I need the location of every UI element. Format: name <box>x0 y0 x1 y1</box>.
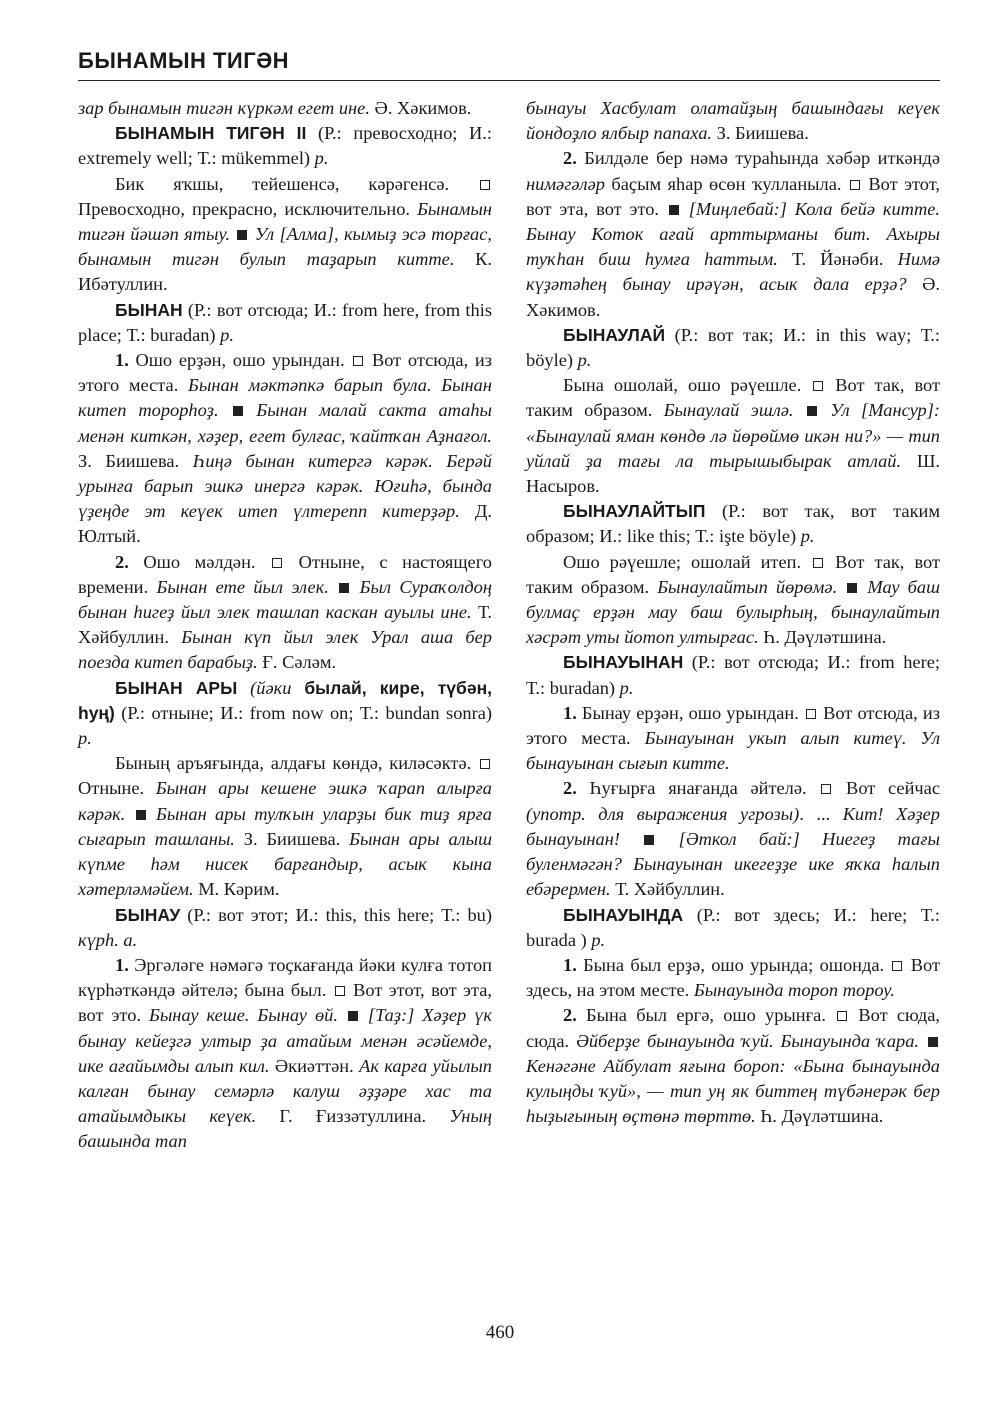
sense-number: 1. <box>115 954 129 975</box>
source-text: З. Биишева. <box>78 450 193 471</box>
source-text: З. Биишева. <box>712 123 809 144</box>
source-text: Һ. Дәүләтшина. <box>755 1106 884 1127</box>
source-text: Т. Йәнәби. <box>777 249 898 270</box>
russian-translation: Вот отсюда, из этого места. <box>78 350 492 396</box>
entry-head <box>78 298 492 348</box>
grammar-note: (Р.: вот этот; И.: this, this here; Т.: bu) <box>180 904 492 925</box>
right-column <box>526 96 940 1129</box>
source-text: Г. Ғиззәтуллина. <box>256 1106 450 1127</box>
filled-square-icon <box>136 810 146 820</box>
example-text: Уның башында тап <box>78 1106 492 1152</box>
filled-square-icon <box>348 1011 358 1021</box>
pos-label: р. <box>314 148 329 169</box>
grammar-note: (Р.: вот отсюда; И.: from here, from this place; Т.: buradan) <box>78 299 492 345</box>
entry-paragraph <box>526 550 940 651</box>
sense-number: 2. <box>115 551 129 572</box>
headword: БЫНАУЛАЙ <box>563 324 666 345</box>
sense-number: 1. <box>115 350 129 371</box>
pos-label: р. <box>619 677 634 698</box>
source-text: Т. Хәйбуллин. <box>78 602 492 648</box>
entry-head <box>526 499 940 549</box>
pos-label: р. <box>220 324 234 345</box>
definition-text: Ошо мәлдән. <box>128 551 271 572</box>
entry-paragraph <box>526 1003 940 1129</box>
sense-number: 2. <box>563 1005 577 1026</box>
headword: БЫНАУЛАЙТЫП <box>563 501 706 522</box>
pos-label: р. <box>591 929 606 950</box>
example-text: Бынан ете йыл элек. <box>156 576 329 597</box>
entry-paragraph <box>526 146 940 322</box>
headword: БЫНАН <box>115 299 183 320</box>
example-text: Бынан малай сакта атаһы менән киткән, хәҙер, егет булғас, ҡайтҡан Аҙнағол. <box>78 400 492 446</box>
entry-head <box>526 650 940 700</box>
open-square-icon <box>272 558 282 568</box>
definition-text: Билдәле бер нәмә тураһында хәбәр иткәндә <box>576 148 940 169</box>
headword: БЫНАУЫНАН <box>563 652 684 673</box>
open-square-icon <box>813 381 823 391</box>
entry-paragraph <box>78 348 492 550</box>
headword: БЫНАМЫН ТИГӘН II <box>115 123 307 144</box>
entry-head <box>526 903 940 953</box>
source-text: Т. Хәйбуллин. <box>610 879 725 900</box>
pos-label: р. <box>78 728 92 749</box>
entry-paragraph <box>78 550 492 676</box>
entry-paragraph <box>526 953 940 1003</box>
filled-square-icon <box>233 406 243 416</box>
pos-label: р. <box>577 350 592 371</box>
example-text: Бынан күп йыл элек Урал аша бер поезда китеп барабыҙ. <box>78 627 492 673</box>
entry-paragraph <box>526 701 940 777</box>
definition-text: Бының аръяғында, алдағы көндә, киләсәктә. <box>115 753 478 774</box>
russian-translation: Вот отсюда, из этого места. <box>526 702 940 749</box>
source-text: М. Кәрим. <box>193 879 280 900</box>
russian-translation: Вот этот, вот эта, вот это. <box>78 980 492 1026</box>
entry-paragraph <box>526 373 940 499</box>
definition-text: Ошо ерҙән, ошо урындан. <box>128 350 352 371</box>
russian-translation: Вот сюда, сюда. <box>526 1005 940 1051</box>
page-number: 460 <box>485 1322 515 1343</box>
russian-translation: Вот так, вот таким образом. <box>526 551 940 597</box>
entry-paragraph <box>78 96 492 121</box>
italic-term: нимәгәләр <box>526 173 605 194</box>
open-square-icon <box>837 1011 847 1021</box>
filled-square-icon <box>644 835 654 845</box>
source-text: Д. Юлтый. <box>78 501 493 547</box>
open-square-icon <box>480 180 490 190</box>
open-square-icon <box>335 986 345 996</box>
synonyms: былай, кире, түбән, һуң <box>78 677 493 723</box>
source-text: Ә. Хәкимов. <box>526 274 940 320</box>
running-header <box>78 48 940 81</box>
entry-paragraph <box>78 172 492 298</box>
usage-note: (йәки <box>237 677 305 698</box>
example-text: Бынамын тигән йәшәп ятыу. <box>78 198 492 245</box>
example-text: [Миңлебай:] Кола бейә китте. Бынау Коток ағай арттырманы бит. Ахыры туҡһан биш һумға һаттым. <box>526 198 940 270</box>
example-text: Бынауында тороп тороу. <box>693 980 895 1001</box>
example-text: Кенәгәне Айбулат яғына бороп: «Бына бынауында кулыңды ҡуй», — тип уң як биттең түбәнерәк бер һыҙығының өҫтөнә төрттө. <box>526 1055 940 1127</box>
filled-square-icon <box>237 230 247 240</box>
russian-translation: Отныне. <box>78 778 156 799</box>
source-text: З. Биишева. <box>234 828 350 849</box>
entry-paragraph <box>526 776 940 902</box>
source-text: Ш. Насыров. <box>526 450 940 497</box>
russian-translation: Вот здесь, на этом месте. <box>526 954 940 1001</box>
sense-number: 1. <box>563 702 577 723</box>
entry-head <box>78 903 492 953</box>
source-text: Әкиәттән. <box>269 1055 360 1076</box>
usage-note-close: ) <box>109 702 115 723</box>
open-square-icon <box>353 356 363 366</box>
left-column <box>78 96 492 1155</box>
example-text: Ак карға уйылып калған бынау семәрлә калуш әҙҙәре хас та атайымдыкы кеүек. <box>78 1055 492 1127</box>
sense-number: 2. <box>563 148 577 169</box>
source-text: К. Ибәтуллин. <box>78 249 492 295</box>
example-text: [Таҙ:] Хәҙер үк бынау кейеҙгә ултыр ҙа атайым менән әсәйемде, ике ағайымды алып кил. <box>78 1005 492 1076</box>
entry-head <box>78 121 492 171</box>
grammar-note: (Р.: вот здесь; И.: here; Т.: burada ) <box>526 904 940 950</box>
example-text: Бынан ары кешене эшкә ҡарап алырға кәрәк. <box>78 778 492 824</box>
open-square-icon <box>480 759 490 769</box>
example-text: Әйберҙе бынауында ҡуй. Бынауында ҡара. <box>576 1030 920 1051</box>
filled-square-icon <box>807 406 817 416</box>
open-square-icon <box>850 180 860 190</box>
example-text: Мау баш булмаҫ ерҙән мау баш булырһың, бынаулайтып хәсрәт уты йотоп ултырғас. <box>526 576 940 648</box>
grammar-note: (Р.: превосходно; И.: extremely well; Т.: mükemmel) <box>78 123 492 169</box>
definition-text: Ошо рәүешле; ошолай итеп. <box>563 551 812 572</box>
sense-number: 1. <box>563 954 577 975</box>
headword: БЫНАН АРЫ <box>115 677 238 698</box>
pos-label: р. <box>800 526 815 547</box>
example-text: [Әткол бай:] Ниегеҙ тағы буленмәгән? Бынауынан икегеҙҙе ике яҡка һалып ебәрермен. <box>526 828 940 900</box>
ellipsis: . ... <box>799 803 843 824</box>
example-text: Бынан мәктәпкә барып була. Бынан китеп торорһоҙ. <box>78 375 492 421</box>
entry-paragraph <box>78 953 492 1155</box>
example-text: Был Сураҡолдоң бынан һигеҙ йыл элек ташлап каскан ауылы ине. <box>78 576 492 623</box>
entry-paragraph <box>78 751 492 902</box>
russian-translation: Вот так, вот таким образом. <box>526 375 940 421</box>
header-title: БЫНАМЫН ТИГӘН <box>78 48 290 73</box>
example-text: Бынау кеше. Бынау өй. <box>148 1005 338 1026</box>
sense-number: 2. <box>563 778 577 799</box>
headword: БЫНАУ <box>115 904 181 925</box>
definition-text: баҫым яһар өсөн ҡулланыла. <box>604 173 848 194</box>
source-text: Һ. Дәүләтшина. <box>758 627 887 648</box>
russian-translation: Вот этот, вот эта, вот это. <box>526 173 940 219</box>
grammar-note: (Р.: вот отсюда; И.: from here; Т.: buradan) <box>526 652 940 698</box>
pos-label: күрһ. а. <box>78 929 138 950</box>
example-text: Кит! Хәҙер бынауынан! <box>526 803 940 849</box>
example-text: Бынан ары тулҡын уларҙы бик тиҙ ярға сығарып ташланы. <box>78 803 492 849</box>
filled-square-icon <box>669 205 679 215</box>
definition-text: Бына был ерҙә, ошо урында; ошонда. <box>576 954 891 975</box>
example-text: бынауы Хасбулат олатайҙың башындағы кеүек йондоҙло ялбыр папаха. <box>526 98 940 144</box>
example-text: Ул [Мансур]: «Бынаулай яман көндө лә йөрөймө икән ни?» — тип уйлай ҙа тағы ла тырышыбырак атлай. <box>526 400 940 471</box>
headword: БЫНАУЫНДА <box>563 904 684 925</box>
example-text: Нимә күҙәтәһең бынау ирәүән, асык дала ерҙә? <box>526 249 940 295</box>
example-text: Бынан ары алыш күпме һәм нисек барғандыр, асык кына хәтерләмәйем. <box>78 828 492 900</box>
open-square-icon <box>821 784 831 794</box>
entry-paragraph <box>526 96 940 146</box>
filled-square-icon <box>847 583 857 593</box>
definition-text: Бына ошолай, ошо рәүешле. <box>563 375 812 396</box>
grammar-note: (Р.: вот так, вот таким образом; И.: like this; Т.: işte böyle) <box>526 501 940 547</box>
grammar-note: (Р.: вот так; И.: in this way; Т.: böyle) <box>526 324 940 371</box>
open-square-icon <box>892 961 902 971</box>
definition-text: Бик яҡшы, тейешенсә, кәрәгенсә. <box>115 173 478 194</box>
example-text: Һиңә бынан китергә кәрәк. Берәй урынға барып эшкә инергә кәрәк. Юғиһә, бында үҙеңде эт кеүек итеп үлтерепп китерҙәр. <box>78 450 492 522</box>
definition-text: Һуғырға янағанда әйтелә. <box>576 778 820 799</box>
example-text: Бынаулайтып йөрөмә. <box>657 576 838 597</box>
filled-square-icon <box>339 583 349 593</box>
example-text: зар бынамын тигән күркәм егет ине. <box>78 98 370 118</box>
source-text: Ә. Хәкимов. <box>369 98 472 118</box>
open-square-icon <box>806 709 816 719</box>
usage-note: (употр. для выражения угрозы) <box>526 803 800 824</box>
filled-square-icon <box>928 1037 938 1047</box>
russian-translation: Превосходно, прекрасно, исключительно. <box>78 198 418 219</box>
source-text: Ғ. Сәләм. <box>257 652 337 673</box>
definition-text: Эргәләге нәмәгә тоҫкағанда йәки кулға тотоп күрһәткәндә әйтелә; бына был. <box>78 954 492 1001</box>
entry-head <box>526 323 940 373</box>
example-text: Бынауынан укып алып китеү. Ул бынауынан сығып китте. <box>526 728 940 774</box>
entry-head <box>78 676 492 752</box>
russian-translation: Отныне, с настоящего времени. <box>78 551 492 597</box>
open-square-icon <box>813 558 823 568</box>
grammar-note: (Р.: отныне; И.: from now on; Т.: bundan sonra) <box>114 702 492 723</box>
example-text: Ул [Алма], кымыҙ эсә торғас, бынамын тигән булып таҙарып китте. <box>78 224 492 270</box>
definition-text: Бынау ерҙән, ошо урындан. <box>576 702 804 723</box>
example-text: Бынаулай эшлә. <box>663 400 794 421</box>
russian-translation: Вот сейчас <box>833 778 941 799</box>
definition-text: Бына был ергә, ошо урынға. <box>576 1005 836 1026</box>
